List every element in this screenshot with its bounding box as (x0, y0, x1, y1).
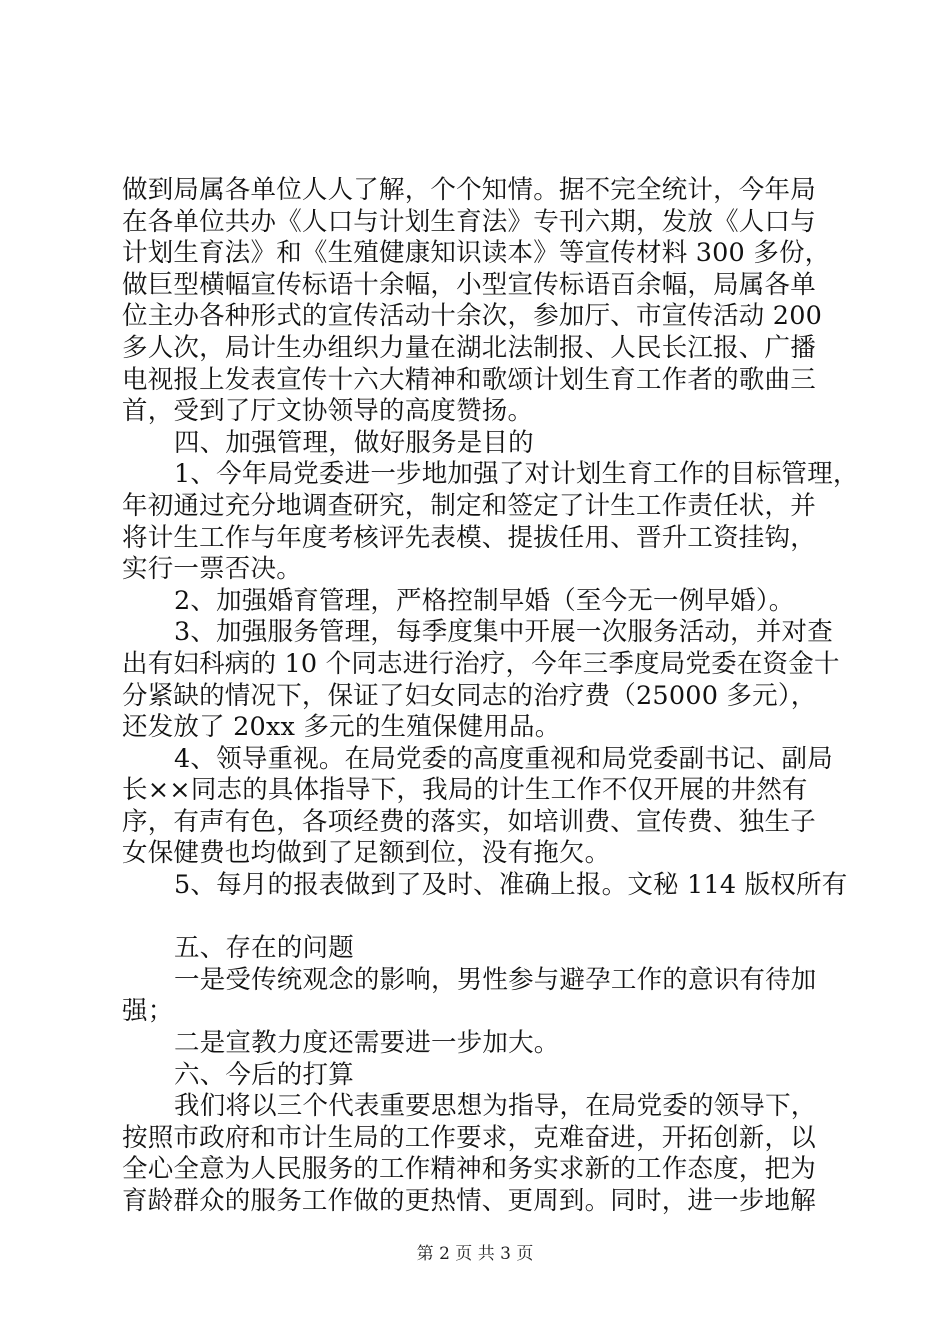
text-line: 多人次，局计生办组织力量在湖北法制报、人民长江报、广播 (122, 332, 816, 363)
document-body (122, 175, 859, 1218)
text-line: 4、领导重视。在局党委的高度重视和局党委副书记、副局 (174, 743, 833, 774)
text-line: 长××同志的具体指导下，我局的计生工作不仅开展的井然有 (122, 775, 808, 806)
text-line: 实行一票否决。 (122, 554, 302, 585)
text-line: 全心全意为人民服务的工作精神和务实求新的工作态度，把为 (122, 1154, 816, 1185)
text-line: 3、加强服务管理，每季度集中开展一次服务活动，并对查 (174, 617, 833, 648)
text-line: 电视报上发表宣传十六大精神和歌颂计划生育工作者的歌曲三 (122, 364, 816, 395)
text-line: 育龄群众的服务工作做的更热情、更周到。同时，进一步地解 (122, 1186, 816, 1216)
text-line: 首，受到了厅文协领导的高度赞扬。 (122, 396, 534, 427)
blank-line (122, 902, 842, 934)
text-line: 计划生育法》和《生殖健康知识读本》等宣传材料 300 多份， (122, 238, 831, 269)
text-line: 2、加强婚育管理，严格控制早婚（至今无一例早婚）。 (174, 585, 795, 616)
text-line: 五、存在的问题 (174, 933, 354, 964)
text-line: 序，有声有色，各项经费的落实，如培训费、宣传费、独生子 (122, 806, 816, 837)
text-line: 一是受传统观念的影响，男性参与避孕工作的意识有待加 (174, 964, 817, 995)
text-line: 位主办各种形式的宣传活动十余次，参加厅、市宣传活动 200 (122, 301, 823, 332)
text-line: 四、加强管理，做好服务是目的 (174, 427, 534, 458)
text-line: 5、每月的报表做到了及时、准确上报。文秘 114 版权所有 (174, 870, 848, 901)
text-line: 还发放了 20xx 多元的生殖保健用品。 (122, 712, 561, 743)
text-line: 二是宣教力度还需要进一步加大。 (174, 1028, 560, 1059)
text-line: 强； (122, 996, 174, 1027)
text-line: 出有妇科病的 10 个同志进行治疗，今年三季度局党委在资金十 (122, 648, 840, 679)
page-footer: 第 2 页 共 3 页 (416, 1244, 534, 1264)
text-line: 分紧缺的情况下，保证了妇女同志的治疗费（25000 多元）， (122, 680, 817, 711)
text-line: 女保健费也均做到了足额到位，没有拖欠。 (122, 838, 611, 869)
text-line: 按照市政府和市计生局的工作要求，克难奋进，开拓创新，以 (122, 1122, 816, 1153)
text-line: 在各单位共办《人口与计划生育法》专刊六期，发放《人口与 (122, 206, 816, 237)
text-line: 六、今后的打算 (174, 1059, 354, 1090)
text-line: 做巨型横幅宣传标语十余幅，小型宣传标语百余幅，局属各单 (122, 269, 816, 300)
text-line: 年初通过充分地调查研究，制定和签定了计生工作责任状，并 (122, 490, 816, 521)
text-line: 将计生工作与年度考核评先表模、提拔任用、晋升工资挂钩， (122, 522, 816, 553)
text-line: 1、今年局党委进一步地加强了对计划生育工作的目标管理， (174, 459, 859, 490)
text-line: 做到局属各单位人人了解，个个知情。据不完全统计，今年局 (122, 175, 816, 205)
text-line: 我们将以三个代表重要思想为指导，在局党委的领导下， (174, 1091, 817, 1122)
